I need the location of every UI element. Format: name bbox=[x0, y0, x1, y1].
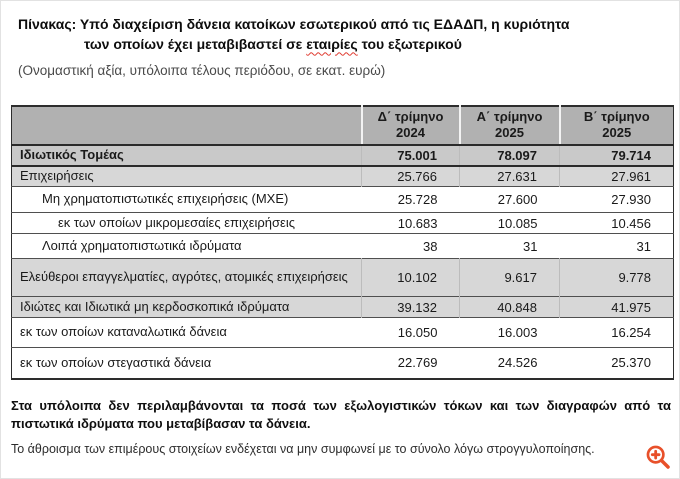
footnote-bold: Στα υπόλοιπα δεν περιλαμβάνονται τα ποσά των εξωλογιστικών τόκων και των διαγραφών από τα πιστωτικά ιδρύματα που μεταβίβασαν τα δάνεια. bbox=[11, 397, 671, 431]
table-header-row bbox=[12, 106, 674, 145]
header-cell-q4-2024: Δ΄ τρίμηνο 2024 bbox=[362, 106, 460, 145]
row-value: 38 bbox=[423, 238, 438, 254]
row-label: Μη χρηματοπιστωτικές επιχειρήσεις (ΜΧΕ) bbox=[42, 191, 289, 207]
table-row-consumer-loans bbox=[12, 318, 674, 348]
row-value: 10.456 bbox=[611, 215, 651, 231]
row-label: Ιδιώτες και Ιδιωτικά μη κερδοσκοπικά ιδρύματα bbox=[20, 298, 290, 314]
row-value: 40.848 bbox=[460, 297, 560, 318]
table-row-enterprises bbox=[12, 166, 674, 187]
row-value: 9.617 bbox=[460, 259, 560, 297]
header-cell-empty bbox=[12, 106, 362, 145]
row-value: 79.714 bbox=[560, 145, 674, 166]
row-value: 10.683 bbox=[397, 215, 438, 231]
table-title-line2: των οποίων έχει μεταβιβαστεί σε εταιρίες του εξωτερικού bbox=[84, 36, 462, 53]
table-title bbox=[18, 14, 671, 55]
row-value: 27.631 bbox=[460, 166, 560, 187]
row-value: 27.930 bbox=[611, 192, 651, 208]
spellcheck-flagged-word: εταιρίες bbox=[306, 36, 358, 53]
header-cell-q2-2025: Β΄ τρίμηνο 2025 bbox=[560, 106, 674, 145]
table-row-individuals-npish bbox=[12, 297, 674, 318]
row-value: 27.961 bbox=[560, 166, 674, 187]
header-cell-q1-2025: Α΄ τρίμηνο 2025 bbox=[460, 106, 560, 145]
row-value: 9.778 bbox=[560, 259, 674, 297]
row-label: Λοιπά χρηματοπιστωτικά ιδρύματα bbox=[42, 237, 242, 253]
row-label: Ιδιωτικός Τομέας bbox=[20, 146, 124, 162]
table-title-line1: Πίνακας: Υπό διαχείριση δάνεια κατοίκων εσωτερικού από τις ΕΔΑΔΠ, η κυριότητα bbox=[18, 16, 570, 32]
zoom-in-magnifier-icon bbox=[644, 459, 672, 474]
table-row-non-financial-corps bbox=[12, 187, 674, 213]
table-row-other-financial-institutions bbox=[12, 234, 674, 259]
row-label: εκ των οποίων στεγαστικά δάνεια bbox=[20, 354, 212, 370]
row-value: 22.769 bbox=[397, 355, 438, 371]
row-label: Ελεύθεροι επαγγελματίες, αγρότες, ατομικές επιχειρήσεις bbox=[20, 269, 348, 285]
zoom-image-button[interactable] bbox=[643, 443, 673, 473]
row-label: εκ των οποίων καταναλωτικά δάνεια bbox=[20, 324, 227, 340]
row-value: 31 bbox=[523, 238, 538, 254]
row-value: 25.766 bbox=[362, 166, 460, 187]
table-row-sme bbox=[12, 213, 674, 234]
row-value: 75.001 bbox=[362, 145, 460, 166]
row-value: 27.600 bbox=[497, 192, 538, 208]
row-value: 16.050 bbox=[397, 325, 438, 341]
row-value: 16.254 bbox=[611, 325, 651, 341]
row-value: 16.003 bbox=[497, 325, 538, 341]
row-value: 25.728 bbox=[397, 192, 438, 208]
table-subtitle: (Ονομαστική αξία, υπόλοιπα τέλους περιόδου, σε εκατ. ευρώ) bbox=[18, 62, 386, 78]
row-label: εκ των οποίων μικρομεσαίες επιχειρήσεις bbox=[58, 214, 295, 230]
loans-data-table bbox=[11, 105, 674, 380]
table-row-private-sector-total bbox=[12, 145, 674, 166]
row-value: 10.085 bbox=[497, 215, 538, 231]
row-label: Επιχειρήσεις bbox=[20, 168, 94, 184]
row-value: 25.370 bbox=[611, 355, 651, 371]
row-value: 39.132 bbox=[362, 297, 460, 318]
row-value: 78.097 bbox=[460, 145, 560, 166]
row-value: 31 bbox=[636, 238, 651, 254]
row-value: 24.526 bbox=[497, 355, 538, 371]
table-row-housing-loans bbox=[12, 348, 674, 379]
row-value: 41.975 bbox=[560, 297, 674, 318]
table-row-self-employed bbox=[12, 259, 674, 297]
row-value: 10.102 bbox=[362, 259, 460, 297]
footnote-rounding: Το άθροισμα των επιμέρους στοιχείων ενδέχεται να μην συμφωνεί με το σύνολο λόγω στρογγυλοποίησης. bbox=[11, 442, 595, 457]
